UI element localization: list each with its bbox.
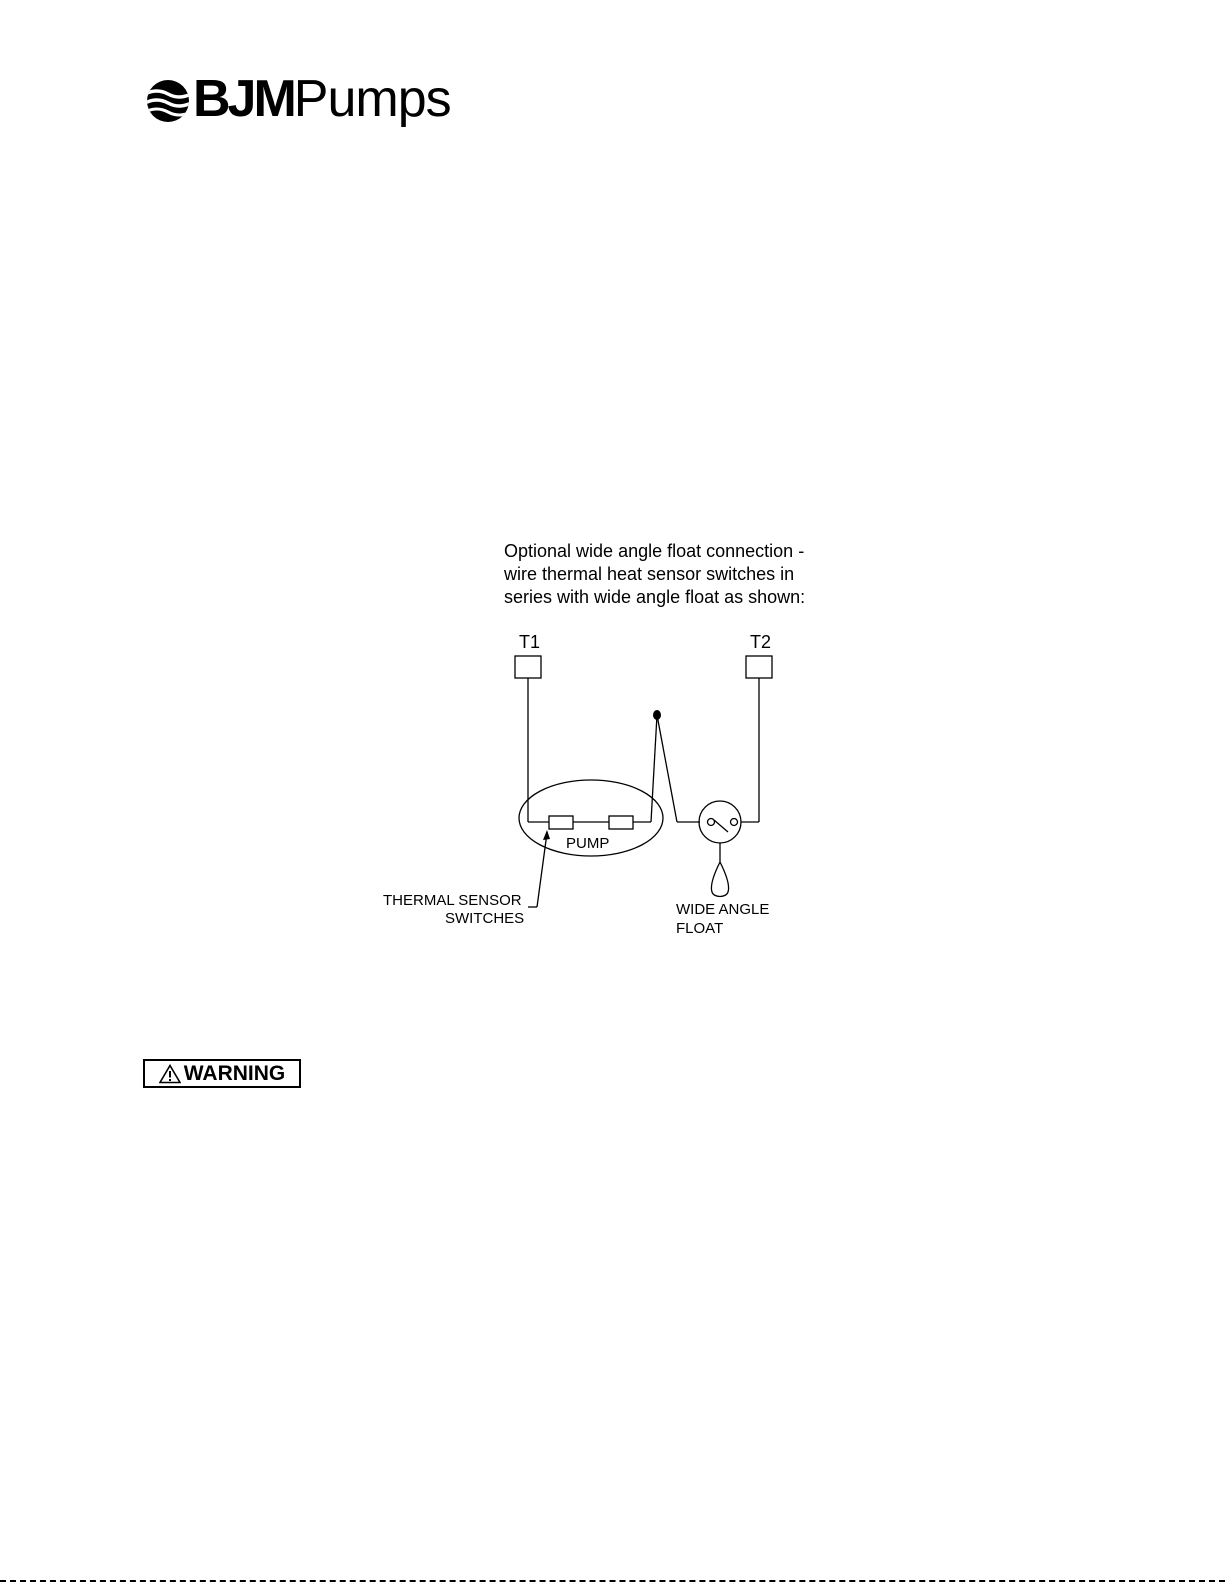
thermal-sensor-label-line2: SWITCHES (445, 910, 525, 927)
warning-triangle-icon (159, 1064, 181, 1084)
float-label-line2: FLOAT (676, 920, 724, 937)
diagram-caption (504, 540, 864, 609)
float-label-line1: WIDE ANGLE (676, 901, 770, 918)
float-contact-left (708, 819, 715, 826)
brand-logo (145, 68, 455, 138)
float-bulb (711, 862, 728, 897)
caption-line: wire thermal heat sensor switches in (504, 564, 795, 584)
thermal-sensor-label-line1: THERMAL SENSOR (383, 892, 522, 909)
wave-globe-icon (145, 78, 191, 124)
float-switch-blade (714, 820, 728, 832)
terminal-t1-label: T1 (519, 632, 541, 652)
wire-to-junction (651, 715, 657, 822)
wiring-diagram (370, 630, 810, 950)
warning-badge (143, 1059, 301, 1088)
caption-line: series with wide angle float as shown: (504, 587, 806, 607)
float-contact-right (731, 819, 738, 826)
sensor-arrow-head (543, 830, 550, 840)
caption-line: Optional wide angle float connection - (504, 541, 805, 561)
junction-dot (653, 710, 661, 720)
brand-name-bold: BJM (193, 70, 294, 128)
terminal-t1-box (515, 656, 541, 678)
terminal-t2-label: T2 (750, 632, 772, 652)
warning-label: WARNING (183, 1061, 286, 1085)
pump-label: PUMP (566, 835, 610, 852)
brand-name-light: Pumps (293, 70, 451, 128)
thermal-switch-right (609, 816, 633, 829)
thermal-switch-left (549, 816, 573, 829)
brand-wordmark (193, 66, 451, 132)
terminal-t2-box (746, 656, 772, 678)
page-bottom-rule (0, 1580, 1225, 1582)
